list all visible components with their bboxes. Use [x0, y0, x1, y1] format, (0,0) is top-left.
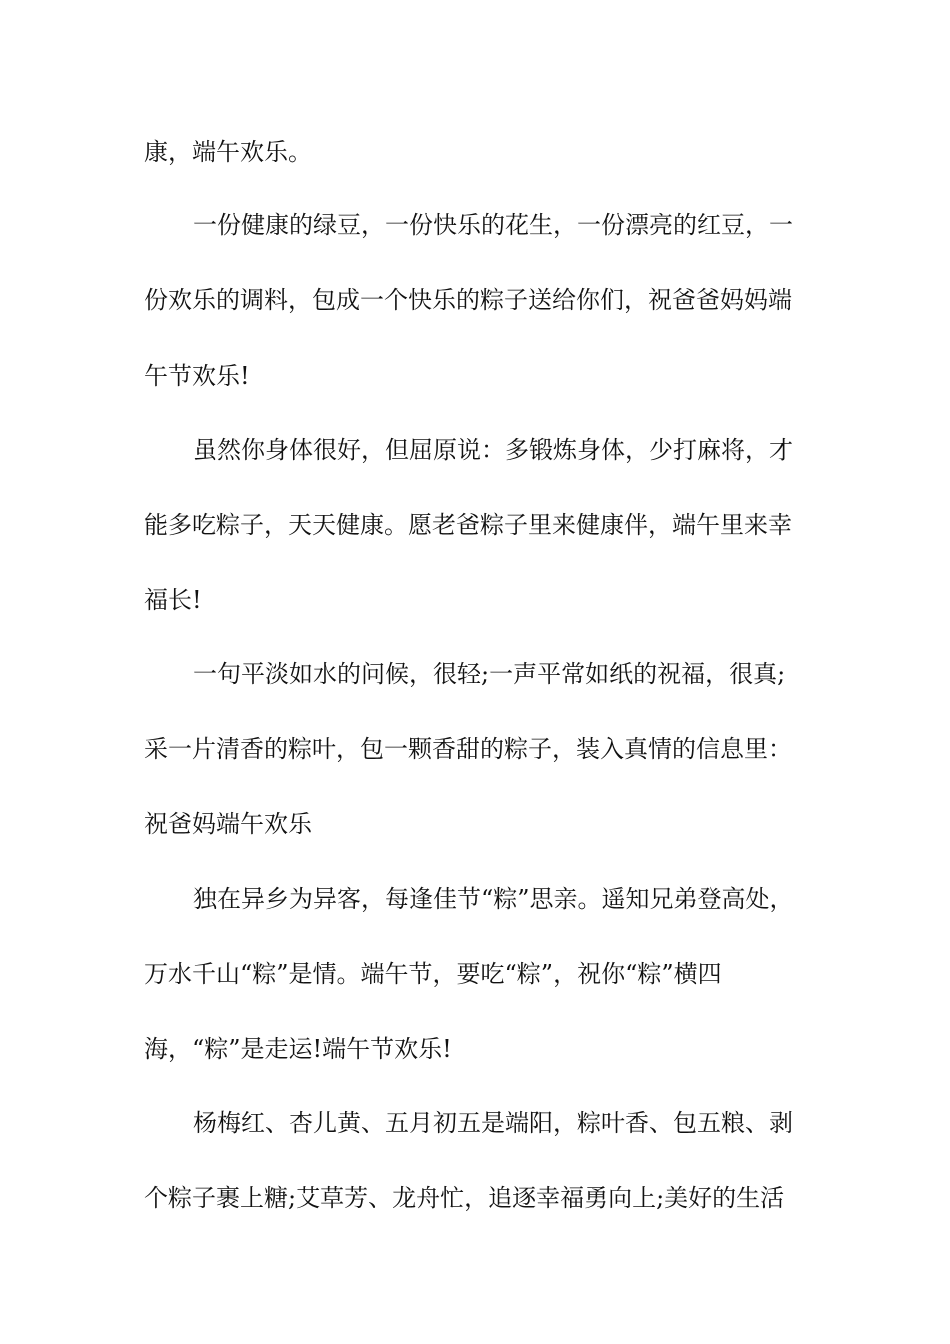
text-line: 康，端午欢乐。 [144, 138, 312, 166]
text-line: 海，“粽”是走运!端午节欢乐! [144, 1035, 452, 1063]
text-line: 个粽子裹上糖;艾草芳、龙舟忙，追逐幸福勇向上;美好的生活 [144, 1184, 785, 1212]
text-line: 福长! [144, 586, 202, 614]
paragraph-first-line: 虽然你身体很好，但屈原说：多锻炼身体，少打麻将，才 [193, 436, 793, 464]
text-line: 午节欢乐! [144, 362, 250, 390]
text-line: 采一片清香的粽叶，包一颗香甜的粽子，装入真情的信息里： [144, 735, 792, 763]
paragraph-first-line: 一份健康的绿豆，一份快乐的花生，一份漂亮的红豆，一 [193, 211, 793, 239]
text-line: 万水千山“粽”是情。端午节，要吃“粽”，祝你“粽”横四 [144, 960, 722, 988]
paragraph-first-line: 杨梅红、杏儿黄、五月初五是端阳，粽叶香、包五粮、剥 [193, 1109, 793, 1137]
text-line: 份欢乐的调料，包成一个快乐的粽子送给你们，祝爸爸妈妈端 [144, 286, 792, 314]
text-line: 能多吃粽子，天天健康。愿老爸粽子里来健康伴，端午里来幸 [144, 511, 792, 539]
text-line: 祝爸妈端午欢乐 [144, 810, 312, 838]
paragraph-first-line: 一句平淡如水的问候，很轻;一声平常如纸的祝福，很真; [193, 660, 786, 688]
paragraph-first-line: 独在异乡为异客，每逢佳节“粽”思亲。遥知兄弟登高处， [193, 885, 794, 913]
